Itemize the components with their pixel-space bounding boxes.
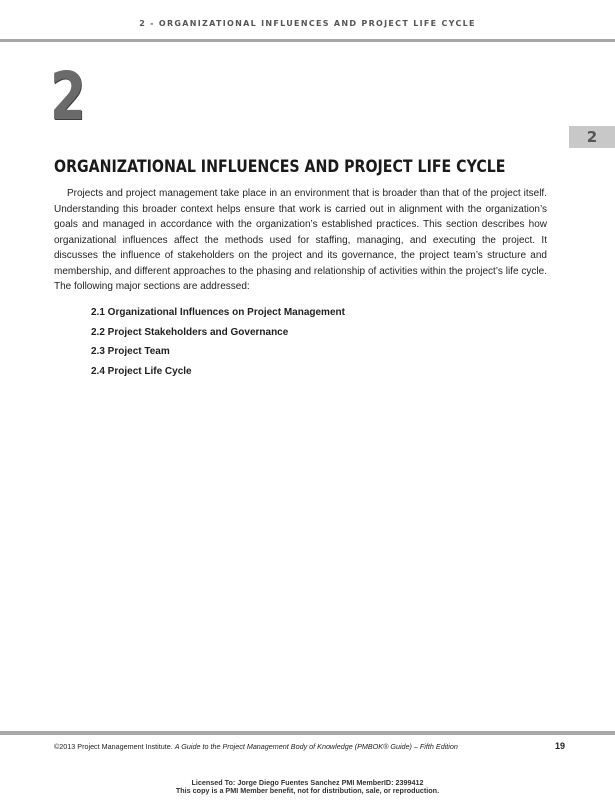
section-item: 2.4 Project Life Cycle	[91, 365, 192, 377]
section-list	[91, 303, 345, 381]
chapter-tab: 2	[569, 126, 615, 148]
section-item: 2.1 Organizational Influences on Project Management	[91, 307, 345, 318]
intro-paragraph: Projects and project management take place in an environment that is broader than that of the project itself. Understanding this broader context helps ensure that work is carried out in alignment with the organization’s goals and managed in accordance with the organization’s established practices. This section describes how organizational influences affect the methods used for staffing, managing, and executing the project. It discusses the influence of stakeholders on the project and its governance, the project team’s structure and membership, and different approaches to the phasing and relationship of activities within the project’s life cycle. The following major sections are addressed:	[54, 188, 547, 292]
license-notice	[0, 779, 615, 795]
license-line-2: This copy is a PMI Member benefit, not for distribution, sale, or reproduction.	[175, 786, 440, 795]
copyright-prefix: ©2013 Project Management Institute.	[54, 742, 173, 751]
chapter-number: 2	[50, 58, 86, 135]
book-title: A Guide to the Project Management Body of Knowledge (PMBOK® Guide) – Fifth Edition	[174, 742, 458, 751]
license-line-1: Licensed To: Jorge Diego Fuentes Sanchez PMI MemberID: 2399412	[191, 778, 424, 787]
section-item: 2.3 Project Team	[91, 346, 170, 357]
page-number: 19	[554, 741, 565, 751]
footer-divider	[0, 731, 615, 735]
chapter-title: ORGANIZATIONAL INFLUENCES AND PROJECT LIFE CYCLE	[54, 157, 506, 176]
copyright-notice	[54, 742, 458, 751]
header-divider	[0, 39, 615, 42]
section-item: 2.2 Project Stakeholders and Governance	[91, 326, 289, 338]
running-header: 2 - ORGANIZATIONAL INFLUENCES AND PROJECT LIFE CYCLE	[139, 19, 476, 28]
